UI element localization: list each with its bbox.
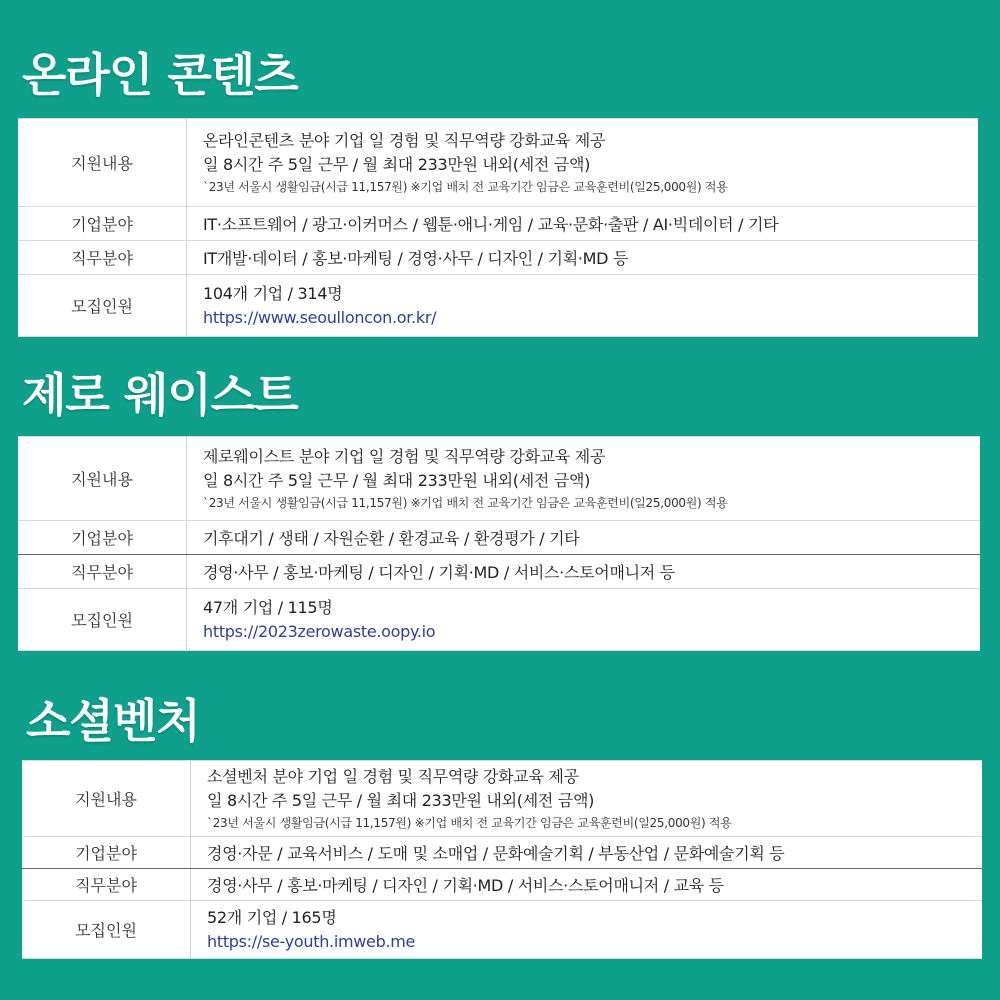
support-line: 일 8시간 주 5일 근무 / 월 최대 233만원 내외(세전 금액)	[207, 790, 595, 810]
industry-content: IT·소프트웨어 / 광고·이커머스 / 웹툰·애니·게임 / 교육·문화·출판 / AI·빅데이터 / 기타	[187, 207, 979, 241]
job-content: IT개발·데이터 / 홍보·마케팅 / 경영·사무 / 디자인 / 기획·MD 등	[187, 241, 979, 275]
label-industry: 기업분야	[18, 207, 187, 241]
info-table-zero-waste	[18, 436, 980, 651]
label-recruit: 모집인원	[18, 589, 187, 651]
support-line: 일 8시간 주 5일 근무 / 월 최대 233만원 내외(세전 금액)	[203, 154, 591, 174]
recruit-content	[191, 901, 983, 959]
info-table-social-venture	[22, 760, 982, 959]
section-title-zero-waste: 제로 웨이스트	[22, 368, 298, 422]
label-recruit: 모집인원	[22, 901, 191, 959]
job-content: 경영·사무 / 홍보·마케팅 / 디자인 / 기획·MD / 서비스·스토어매니저 / 교육 등	[191, 869, 983, 901]
support-note: `23년 서울시 생활임금(시급 11,157원) ※기업 배치 전 교육기간 임금은 교육훈련비(일25,000원) 적용	[207, 815, 732, 830]
support-content	[187, 437, 981, 521]
support-line: 제로웨이스트 분야 기업 일 경험 및 직무역량 강화교육 제공	[203, 446, 606, 466]
website-link[interactable]: https://www.seoulloncon.or.kr/	[203, 307, 437, 327]
recruit-content	[187, 275, 979, 337]
label-recruit: 모집인원	[18, 275, 187, 337]
label-industry: 기업분야	[22, 837, 191, 869]
support-note: `23년 서울시 생활임금(시급 11,157원) ※기업 배치 전 교육기간 임금은 교육훈련비(일25,000원) 적용	[203, 179, 728, 194]
support-line: 온라인콘텐츠 분야 기업 일 경험 및 직무역량 강화교육 제공	[203, 130, 606, 150]
recruit-count: 47개 기업 / 115명	[203, 597, 333, 617]
label-job: 직무분야	[18, 555, 187, 589]
website-link[interactable]: https://2023zerowaste.oopy.io	[203, 621, 436, 641]
info-table-online-content	[18, 118, 978, 337]
label-support: 지원내용	[22, 761, 191, 837]
section-title-social-venture: 소셜벤처	[26, 694, 200, 748]
recruit-count: 52개 기업 / 165명	[207, 907, 337, 927]
label-support: 지원내용	[18, 437, 187, 521]
industry-content: 경영·자문 / 교육서비스 / 도매 및 소매업 / 문화예술기획 / 부동산업 / 문화예술기획 등	[191, 837, 983, 869]
support-note: `23년 서울시 생활임금(시급 11,157원) ※기업 배치 전 교육기간 임금은 교육훈련비(일25,000원) 적용	[203, 495, 728, 510]
support-line: 일 8시간 주 5일 근무 / 월 최대 233만원 내외(세전 금액)	[203, 470, 591, 490]
website-link[interactable]: https://se-youth.imweb.me	[207, 931, 416, 951]
recruit-content	[187, 589, 981, 651]
support-line: 소셜벤처 분야 기업 일 경험 및 직무역량 강화교육 제공	[207, 766, 579, 786]
recruit-count: 104개 기업 / 314명	[203, 283, 343, 303]
industry-content: 기후대기 / 생태 / 자원순환 / 환경교육 / 환경평가 / 기타	[187, 521, 981, 555]
label-support: 지원내용	[18, 119, 187, 207]
label-job: 직무분야	[22, 869, 191, 901]
job-content: 경영·사무 / 홍보·마케팅 / 디자인 / 기획·MD / 서비스·스토어매니저 등	[187, 555, 981, 589]
section-title-online-content: 온라인 콘텐츠	[22, 48, 298, 102]
support-content	[191, 761, 983, 837]
label-industry: 기업분야	[18, 521, 187, 555]
label-job: 직무분야	[18, 241, 187, 275]
support-content	[187, 119, 979, 207]
